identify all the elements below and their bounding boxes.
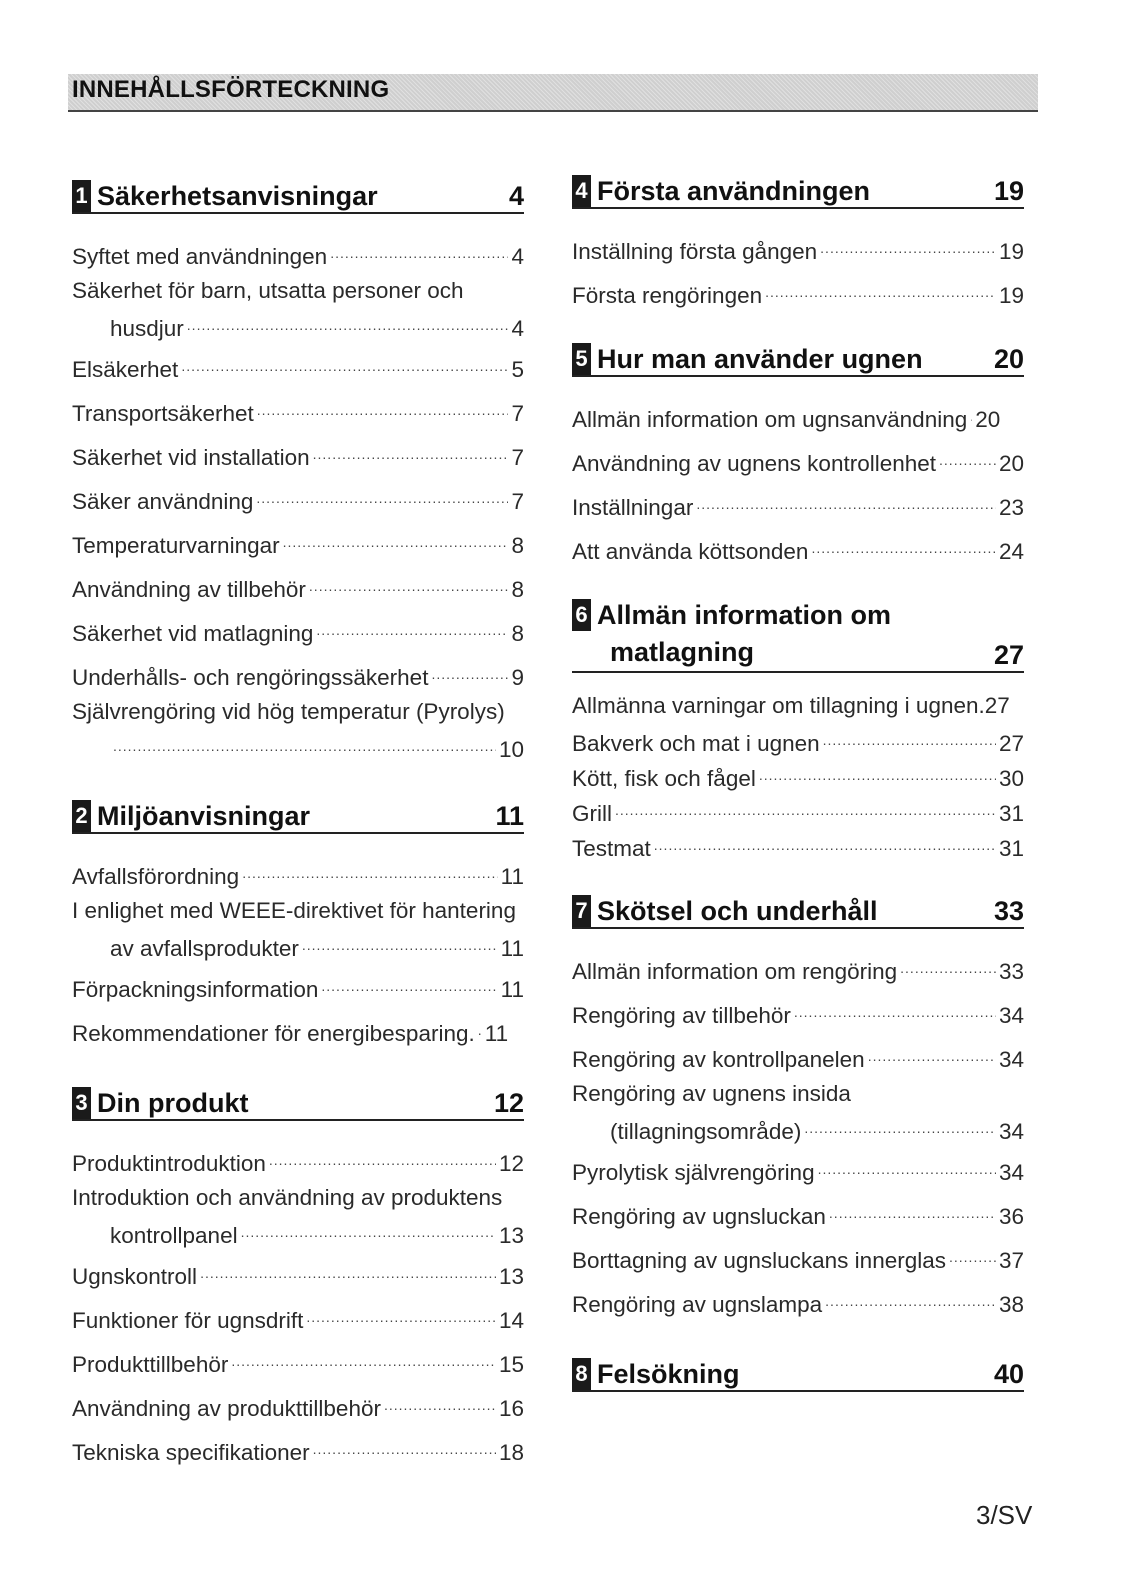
toc-entry[interactable] <box>572 393 1024 437</box>
entry-text: I enlighet med WEEE-direktivet för hantering <box>72 898 516 923</box>
toc-section-7 <box>572 893 1024 1322</box>
section-entries <box>572 225 1024 313</box>
entry-text: Användning av ugnens kontrollenhet <box>572 451 937 476</box>
page-number: 3/SV <box>976 1500 1033 1530</box>
toc-entry[interactable] <box>572 828 1024 863</box>
toc-entry[interactable] <box>72 1426 524 1470</box>
entry-page: 4 <box>511 316 524 341</box>
entry-page: 4 <box>511 244 524 269</box>
entry-page: 13 <box>498 1264 524 1289</box>
entry-page: 19 <box>998 283 1024 308</box>
entry-page: 33 <box>998 959 1024 984</box>
toc-entry[interactable] <box>72 343 524 387</box>
entry-page: 15 <box>498 1352 524 1377</box>
entry-text: Säkerhet vid matlagning <box>72 621 314 646</box>
section-number-badge: 8 <box>572 1358 591 1390</box>
entry-text: Användning av produkttillbehör <box>72 1396 381 1421</box>
dot-leader <box>696 481 996 515</box>
entry-page: 34 <box>998 1119 1024 1144</box>
entry-page: 24 <box>998 539 1024 564</box>
dot-leader <box>939 437 996 471</box>
dot-leader <box>823 723 996 751</box>
toc-section-6 <box>572 599 1024 863</box>
dot-leader <box>615 793 996 821</box>
entry-text-continued: (tillagningsområde) <box>610 1119 802 1144</box>
entry-text: Självrengöring vid hög temperatur (Pyrolys) <box>72 699 505 724</box>
toc-right-column <box>572 173 1024 1392</box>
dot-leader <box>794 989 996 1023</box>
entry-page: 38 <box>998 1292 1024 1317</box>
entry-page: 7 <box>511 445 524 470</box>
dot-leader <box>765 269 996 303</box>
section-entries <box>572 393 1024 569</box>
toc-entry[interactable] <box>72 475 524 519</box>
section-title: Första användningen <box>597 176 871 206</box>
section-page: 12 <box>493 1088 524 1118</box>
section-title: Säkerhetsanvisningar <box>97 181 378 211</box>
section-page: 33 <box>993 896 1024 926</box>
entry-page: 31 <box>998 801 1024 826</box>
entry-page: 14 <box>498 1308 524 1333</box>
section-heading[interactable] <box>572 893 1024 929</box>
entry-text: Förpackningsinformation <box>72 977 319 1002</box>
entry-page: 12 <box>498 1151 524 1176</box>
dot-leader <box>811 525 996 559</box>
section-number-badge: 5 <box>572 343 591 375</box>
toc-entry[interactable] <box>72 1137 524 1181</box>
dot-leader <box>231 1338 496 1372</box>
toc-left-column <box>72 178 524 1470</box>
entry-page: 8 <box>511 577 524 602</box>
section-number-badge: 6 <box>572 599 591 631</box>
dot-leader <box>181 343 508 377</box>
entry-page: 37 <box>998 1248 1024 1273</box>
entry-text: Produkttillbehör <box>72 1352 229 1377</box>
dot-leader <box>829 1190 996 1224</box>
entry-page: 34 <box>998 1003 1024 1028</box>
entry-page: 34 <box>998 1160 1024 1185</box>
toc-section-8 <box>572 1356 1024 1392</box>
entry-page: 19 <box>998 239 1024 264</box>
entry-text: Avfallsförordning <box>72 864 240 889</box>
entry-page: 7 <box>511 401 524 426</box>
section-page: 40 <box>993 1359 1024 1389</box>
section-title: Miljöanvisningar <box>97 801 311 831</box>
dot-leader <box>478 1007 482 1041</box>
dot-leader <box>868 1033 996 1067</box>
section-page: 19 <box>993 176 1024 206</box>
section-title: Din produkt <box>97 1088 249 1118</box>
entry-page: 11 <box>500 936 524 961</box>
section-number-badge: 2 <box>72 800 91 832</box>
section-entries <box>572 689 1024 863</box>
entry-text: Säkerhet för barn, utsatta personer och <box>72 278 464 303</box>
entry-text: Introduktion och användning av produktens <box>72 1185 503 1210</box>
entry-text: Syftet med användningen <box>72 244 328 269</box>
dot-leader <box>257 387 509 421</box>
toc-entry[interactable] <box>72 1181 524 1250</box>
toc-section-5 <box>572 341 1024 569</box>
entry-text: Rengöring av ugnslampa <box>572 1292 823 1317</box>
entry-page: 7 <box>511 489 524 514</box>
section-number-badge: 3 <box>72 1087 91 1119</box>
entry-page: 20 <box>975 407 1001 432</box>
toc-entry[interactable] <box>72 431 524 475</box>
entry-page: 34 <box>998 1047 1024 1072</box>
toc-entry[interactable] <box>72 1007 524 1051</box>
entry-text: Ugnskontroll <box>72 1264 198 1289</box>
section-heading[interactable] <box>572 599 1024 673</box>
entry-text: Användning av tillbehör <box>72 577 306 602</box>
entry-text: Att använda köttsonden <box>572 539 809 564</box>
dot-leader <box>200 1250 496 1284</box>
toc-entry[interactable] <box>572 989 1024 1033</box>
dot-leader <box>384 1382 496 1416</box>
toc-entry[interactable] <box>572 689 1024 723</box>
dot-leader <box>949 1234 996 1268</box>
entry-page: 5 <box>511 357 524 382</box>
dot-leader <box>313 431 509 465</box>
entry-text-continued: av avfallsprodukter <box>110 936 299 961</box>
section-heading[interactable] <box>72 1085 524 1121</box>
toc-entry[interactable] <box>572 723 1024 758</box>
dot-leader <box>306 1294 496 1328</box>
toc-entry[interactable] <box>572 1278 1024 1322</box>
entry-text: Rengöring av kontrollpanelen <box>572 1047 865 1072</box>
dot-leader <box>269 1137 496 1171</box>
entry-text-continued: husdjur <box>110 316 184 341</box>
dot-leader <box>970 393 972 427</box>
toc-title: INNEHÅLLSFÖRTECKNING <box>72 76 390 103</box>
section-title: Allmän information om <box>597 600 892 630</box>
dot-leader <box>313 1426 496 1460</box>
toc-entry[interactable] <box>572 945 1024 989</box>
entry-text: Rengöring av ugnsluckan <box>572 1204 826 1229</box>
section-entries <box>572 945 1024 1322</box>
entry-page: 11 <box>500 864 524 889</box>
entry-page: 20 <box>998 451 1024 476</box>
dot-leader <box>283 519 509 553</box>
toc-entry[interactable] <box>572 758 1024 793</box>
entry-page: 30 <box>998 766 1024 791</box>
entry-text: Rekommendationer för energibesparing. <box>72 1021 475 1046</box>
entry-text: Allmän information om rengöring <box>572 959 898 984</box>
entry-page: 11 <box>500 977 524 1002</box>
toc-entry[interactable] <box>572 1146 1024 1190</box>
dot-leader <box>818 1146 996 1180</box>
dot-leader <box>309 563 509 597</box>
toc-section-1 <box>72 178 524 764</box>
toc-entry[interactable] <box>572 793 1024 828</box>
dot-leader <box>820 225 996 259</box>
entry-text: Kött, fisk och fågel <box>572 766 756 791</box>
section-entries <box>72 850 524 1051</box>
dot-leader <box>431 651 508 685</box>
toc-section-2 <box>72 798 524 1051</box>
entry-text: Funktioner för ugnsdrift <box>72 1308 304 1333</box>
entry-text: Temperaturvarningar <box>72 533 280 558</box>
dot-leader <box>804 1111 996 1139</box>
dot-leader <box>242 850 497 884</box>
entry-text: Inställningar <box>572 495 694 520</box>
entry-page: 27 <box>984 693 1010 718</box>
section-title: Felsökning <box>597 1359 740 1389</box>
section-page: 4 <box>508 181 524 211</box>
toc-entry[interactable] <box>72 607 524 651</box>
dot-leader <box>241 1215 496 1243</box>
section-number-badge: 1 <box>72 180 91 212</box>
toc-entry[interactable] <box>72 894 524 963</box>
section-page: 11 <box>495 801 524 831</box>
toc-entry[interactable] <box>572 437 1024 481</box>
toc-entry[interactable] <box>572 525 1024 569</box>
entry-text: Rengöring av ugnens insida <box>572 1081 851 1106</box>
toc-entry[interactable] <box>572 1234 1024 1278</box>
entry-page: 8 <box>511 533 524 558</box>
section-heading[interactable] <box>72 178 524 214</box>
entry-text: Bakverk och mat i ugnen <box>572 731 820 756</box>
section-title: Skötsel och underhåll <box>597 896 878 926</box>
entry-text: Borttagning av ugnsluckans innerglas <box>572 1248 946 1273</box>
entry-text: Tekniska specifikationer <box>72 1440 310 1465</box>
entry-page: 11 <box>484 1021 509 1046</box>
toc-entry[interactable] <box>72 563 524 607</box>
entry-page: 36 <box>998 1204 1024 1229</box>
section-heading[interactable] <box>572 341 1024 377</box>
toc-entry[interactable] <box>72 274 524 343</box>
entry-text-continued: kontrollpanel <box>110 1223 238 1248</box>
toc-entry[interactable] <box>72 695 524 764</box>
toc-entry[interactable] <box>72 387 524 431</box>
toc-entry[interactable] <box>72 230 524 274</box>
entry-text: Allmänna varningar om tillagning i ugnen. <box>572 693 985 718</box>
entry-text: Grill <box>572 801 612 826</box>
section-heading[interactable] <box>72 798 524 834</box>
toc-entry[interactable] <box>72 1294 524 1338</box>
dot-leader <box>900 945 996 979</box>
toc-header-bar <box>68 74 1038 112</box>
section-page: 27 <box>993 640 1024 670</box>
toc-entry[interactable] <box>72 963 524 1007</box>
toc-entry[interactable] <box>72 1250 524 1294</box>
section-entries <box>72 1137 524 1470</box>
dot-leader <box>187 308 509 336</box>
entry-page: 31 <box>998 836 1024 861</box>
toc-entry[interactable] <box>72 519 524 563</box>
toc-section-4 <box>572 173 1024 313</box>
dot-leader <box>825 1278 996 1312</box>
toc-entry[interactable] <box>572 225 1024 269</box>
entry-page: 13 <box>498 1223 524 1248</box>
entry-text: Allmän information om ugnsanvändning <box>572 407 968 432</box>
toc-entry[interactable] <box>72 1338 524 1382</box>
entry-page: 27 <box>998 731 1024 756</box>
toc-entry[interactable] <box>572 269 1024 313</box>
dot-leader <box>321 963 497 997</box>
dot-leader <box>302 928 498 956</box>
entry-text: Första rengöringen <box>572 283 763 308</box>
toc-entry[interactable] <box>72 651 524 695</box>
section-entries <box>72 230 524 764</box>
toc-entry[interactable] <box>572 1190 1024 1234</box>
toc-entry[interactable] <box>572 481 1024 525</box>
dot-leader <box>316 607 508 641</box>
section-heading[interactable] <box>572 1356 1024 1392</box>
dot-leader <box>759 758 996 786</box>
dot-leader <box>654 828 996 856</box>
dot-leader <box>113 729 496 757</box>
entry-page: 18 <box>498 1440 524 1465</box>
entry-text: Inställning första gången <box>572 239 818 264</box>
entry-text: Säker användning <box>72 489 254 514</box>
entry-text: Rengöring av tillbehör <box>572 1003 791 1028</box>
toc-entry[interactable] <box>72 850 524 894</box>
section-page: 20 <box>993 344 1024 374</box>
dot-leader <box>330 230 508 264</box>
entry-text: Produktintroduktion <box>72 1151 266 1176</box>
entry-page: 10 <box>498 737 524 762</box>
entry-page: 23 <box>998 495 1024 520</box>
entry-text: Underhålls- och rengöringssäkerhet <box>72 665 429 690</box>
section-title-continued: matlagning <box>610 637 755 667</box>
entry-text: Pyrolytisk självrengöring <box>572 1160 815 1185</box>
entry-text: Transportsäkerhet <box>72 401 254 426</box>
toc-section-3 <box>72 1085 524 1470</box>
section-title: Hur man använder ugnen <box>597 344 923 374</box>
toc-entry[interactable] <box>72 1382 524 1426</box>
toc-entry[interactable] <box>572 1077 1024 1146</box>
section-number-badge: 4 <box>572 175 591 207</box>
entry-page: 9 <box>511 665 524 690</box>
entry-page: 8 <box>511 621 524 646</box>
entry-text: Elsäkerhet <box>72 357 179 382</box>
entry-text: Testmat <box>572 836 651 861</box>
dot-leader <box>256 475 508 509</box>
entry-page: 16 <box>498 1396 524 1421</box>
entry-text: Säkerhet vid installation <box>72 445 310 470</box>
section-heading[interactable] <box>572 173 1024 209</box>
section-number-badge: 7 <box>572 895 591 927</box>
toc-entry[interactable] <box>572 1033 1024 1077</box>
